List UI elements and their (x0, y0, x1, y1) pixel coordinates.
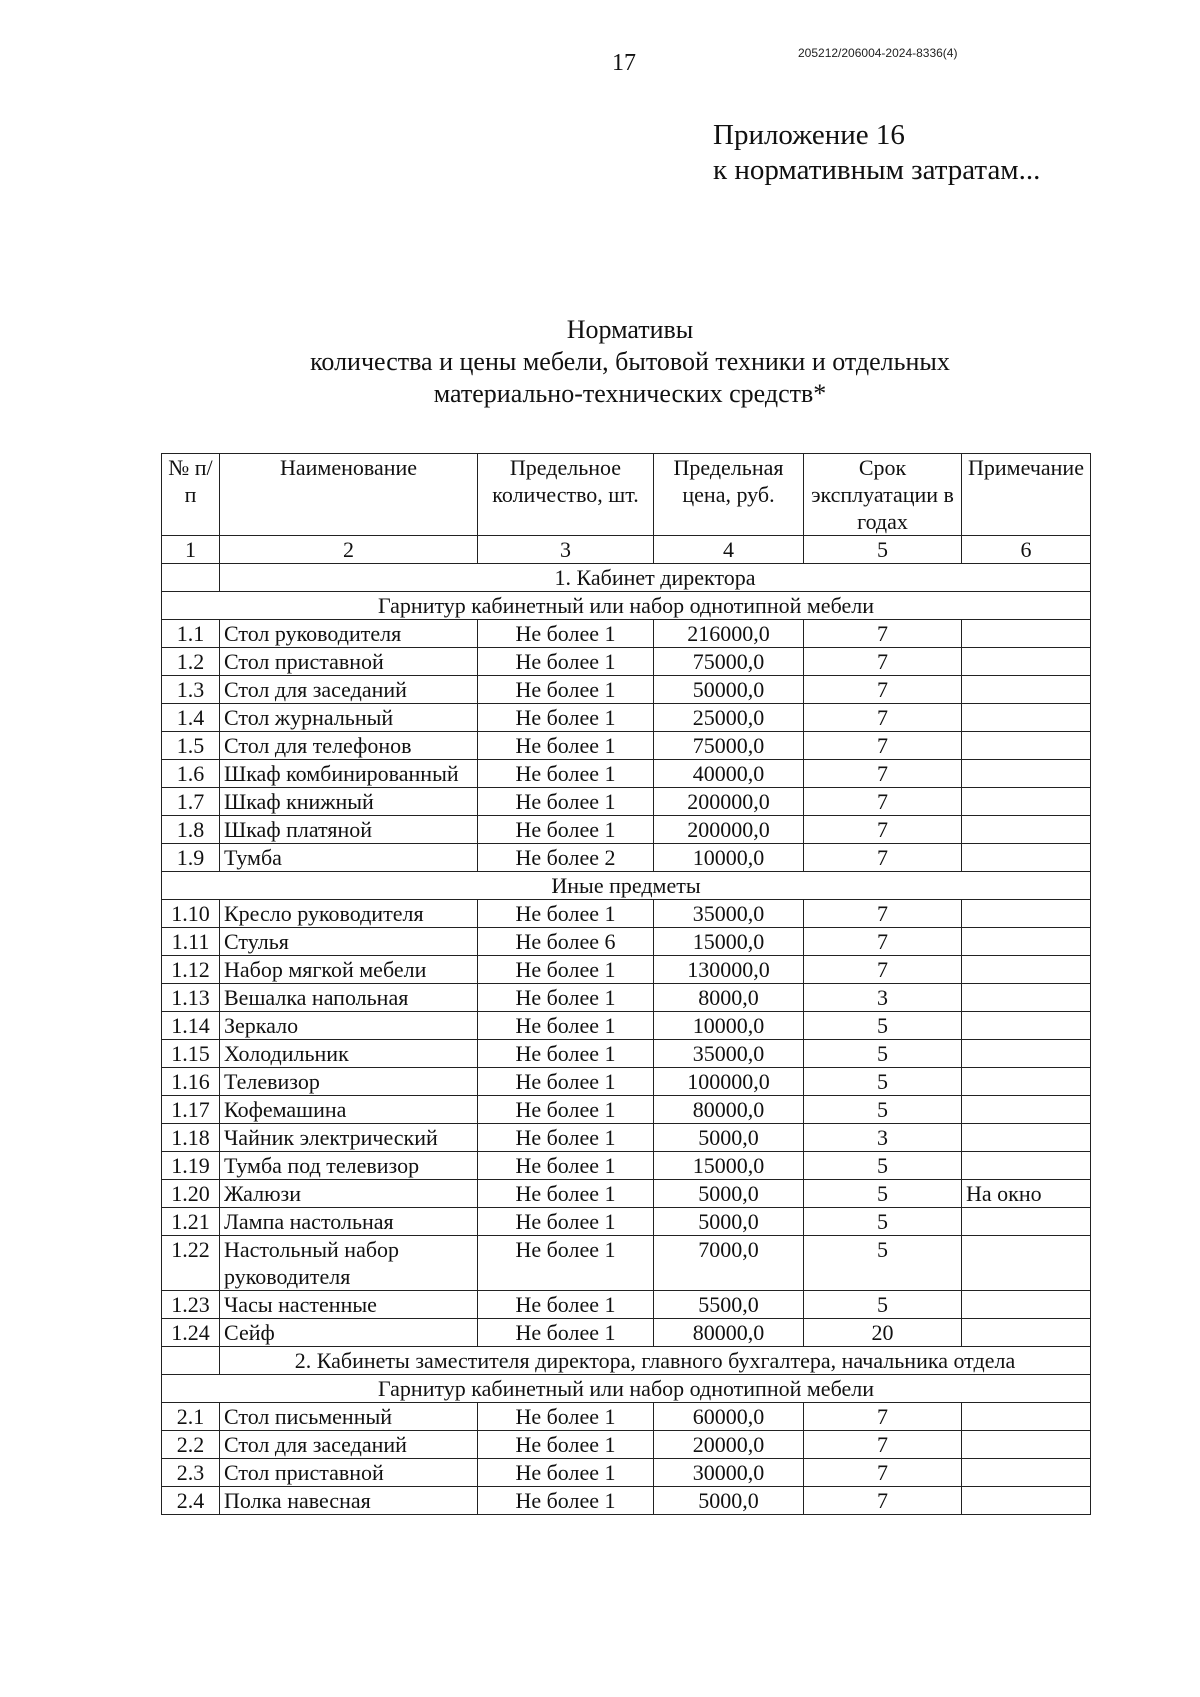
item-name: Стол для телефонов (220, 732, 478, 760)
header-quantity: Предельное количество, шт. (478, 454, 654, 536)
item-price: 100000,0 (654, 1068, 804, 1096)
table-row (162, 760, 1091, 788)
item-note (962, 956, 1091, 984)
item-number: 1.10 (162, 900, 220, 928)
item-price: 80000,0 (654, 1096, 804, 1124)
item-quantity: Не более 1 (478, 648, 654, 676)
item-quantity: Не более 1 (478, 1180, 654, 1208)
item-name: Стол для заседаний (220, 676, 478, 704)
item-price: 5000,0 (654, 1487, 804, 1515)
title-line-1: Нормативы (566, 315, 694, 344)
item-name: Стол приставной (220, 648, 478, 676)
item-number: 1.24 (162, 1319, 220, 1347)
item-service-life: 5 (804, 1012, 962, 1040)
item-note (962, 1459, 1091, 1487)
item-service-life: 7 (804, 956, 962, 984)
item-number: 2.4 (162, 1487, 220, 1515)
item-note (962, 1431, 1091, 1459)
item-number: 1.7 (162, 788, 220, 816)
item-quantity: Не более 1 (478, 620, 654, 648)
item-name: Шкаф платяной (220, 816, 478, 844)
norms-table (161, 453, 1091, 1515)
item-note (962, 928, 1091, 956)
item-name: Сейф (220, 1319, 478, 1347)
item-note (962, 1291, 1091, 1319)
table-row (162, 648, 1091, 676)
item-price: 200000,0 (654, 816, 804, 844)
item-number: 1.13 (162, 984, 220, 1012)
section-row (162, 1347, 1091, 1375)
item-number: 1.11 (162, 928, 220, 956)
item-price: 5000,0 (654, 1124, 804, 1152)
item-note (962, 760, 1091, 788)
item-service-life: 5 (804, 1180, 962, 1208)
item-service-life: 7 (804, 676, 962, 704)
appendix-line-2: к нормативным затратам... (713, 154, 1041, 186)
item-price: 80000,0 (654, 1319, 804, 1347)
item-number: 1.5 (162, 732, 220, 760)
item-name: Шкаф книжный (220, 788, 478, 816)
item-number: 1.17 (162, 1096, 220, 1124)
item-quantity: Не более 1 (478, 1403, 654, 1431)
item-note (962, 1403, 1091, 1431)
item-name: Чайник электрический (220, 1124, 478, 1152)
item-service-life: 20 (804, 1319, 962, 1347)
item-price: 35000,0 (654, 900, 804, 928)
section-subtitle: Гарнитур кабинетный или набор однотипной мебели (162, 592, 1091, 620)
item-quantity: Не более 2 (478, 844, 654, 872)
item-name: Вешалка напольная (220, 984, 478, 1012)
item-number: 1.21 (162, 1208, 220, 1236)
title-line-3: материально-технических средств* (433, 379, 827, 408)
item-number: 1.9 (162, 844, 220, 872)
column-number: 1 (162, 536, 220, 564)
item-price: 40000,0 (654, 760, 804, 788)
item-note (962, 900, 1091, 928)
item-service-life: 5 (804, 1291, 962, 1319)
item-note (962, 648, 1091, 676)
item-price: 35000,0 (654, 1040, 804, 1068)
item-note (962, 1236, 1091, 1291)
item-note (962, 984, 1091, 1012)
table-row (162, 844, 1091, 872)
item-note (962, 844, 1091, 872)
section-title: 2. Кабинеты заместителя директора, главного бухгалтера, начальника отдела (220, 1347, 1091, 1375)
column-number: 4 (654, 536, 804, 564)
item-service-life: 7 (804, 1459, 962, 1487)
item-name: Тумба под телевизор (220, 1152, 478, 1180)
item-name: Стулья (220, 928, 478, 956)
section-title: 1. Кабинет директора (220, 564, 1091, 592)
item-quantity: Не более 1 (478, 1096, 654, 1124)
section-blank-cell (162, 564, 220, 592)
item-quantity: Не более 1 (478, 704, 654, 732)
item-quantity: Не более 1 (478, 1208, 654, 1236)
item-note (962, 732, 1091, 760)
item-service-life: 7 (804, 648, 962, 676)
document-title (150, 314, 1110, 410)
item-quantity: Не более 1 (478, 1487, 654, 1515)
item-note (962, 1319, 1091, 1347)
item-price: 7000,0 (654, 1236, 804, 1291)
item-price: 75000,0 (654, 648, 804, 676)
table-row (162, 1180, 1091, 1208)
item-name: Набор мягкой мебели (220, 956, 478, 984)
item-quantity: Не более 1 (478, 1319, 654, 1347)
item-service-life: 5 (804, 1040, 962, 1068)
table-row (162, 1459, 1091, 1487)
item-note (962, 676, 1091, 704)
item-name: Стол для заседаний (220, 1431, 478, 1459)
item-note (962, 816, 1091, 844)
item-quantity: Не более 1 (478, 956, 654, 984)
item-service-life: 7 (804, 1487, 962, 1515)
item-service-life: 7 (804, 816, 962, 844)
item-number: 1.14 (162, 1012, 220, 1040)
item-price: 10000,0 (654, 844, 804, 872)
item-number: 1.15 (162, 1040, 220, 1068)
item-number: 1.6 (162, 760, 220, 788)
item-service-life: 7 (804, 900, 962, 928)
table-row (162, 984, 1091, 1012)
item-price: 75000,0 (654, 732, 804, 760)
item-quantity: Не более 1 (478, 1459, 654, 1487)
column-number: 5 (804, 536, 962, 564)
item-note (962, 1096, 1091, 1124)
item-quantity: Не более 1 (478, 1236, 654, 1291)
item-price: 8000,0 (654, 984, 804, 1012)
header-number: № п/п (162, 454, 220, 536)
table-row (162, 788, 1091, 816)
section-row (162, 564, 1091, 592)
item-service-life: 3 (804, 984, 962, 1012)
item-name: Холодильник (220, 1040, 478, 1068)
item-price: 60000,0 (654, 1403, 804, 1431)
item-number: 1.22 (162, 1236, 220, 1291)
item-quantity: Не более 1 (478, 1152, 654, 1180)
table-row (162, 1487, 1091, 1515)
table-row (162, 1124, 1091, 1152)
item-price: 5500,0 (654, 1291, 804, 1319)
section-subtitle: Иные предметы (162, 872, 1091, 900)
item-price: 50000,0 (654, 676, 804, 704)
column-number: 2 (220, 536, 478, 564)
item-service-life: 5 (804, 1068, 962, 1096)
item-note (962, 1012, 1091, 1040)
column-number-row (162, 536, 1091, 564)
item-quantity: Не более 1 (478, 760, 654, 788)
item-note (962, 620, 1091, 648)
table-row (162, 928, 1091, 956)
item-number: 1.20 (162, 1180, 220, 1208)
item-number: 1.3 (162, 676, 220, 704)
item-service-life: 7 (804, 1431, 962, 1459)
table-body (162, 564, 1091, 1515)
item-service-life: 7 (804, 928, 962, 956)
section-blank-cell (162, 1347, 220, 1375)
document-id: 205212/206004-2024-8336(4) (798, 46, 958, 60)
table-header-row (162, 454, 1091, 536)
section-row (162, 592, 1091, 620)
section-subtitle: Гарнитур кабинетный или набор однотипной мебели (162, 1375, 1091, 1403)
header-name: Наименование (220, 454, 478, 536)
item-name: Лампа настольная (220, 1208, 478, 1236)
item-price: 15000,0 (654, 928, 804, 956)
table-row (162, 900, 1091, 928)
item-number: 1.12 (162, 956, 220, 984)
table-row (162, 676, 1091, 704)
item-quantity: Не более 1 (478, 1012, 654, 1040)
item-service-life: 7 (804, 844, 962, 872)
item-price: 15000,0 (654, 1152, 804, 1180)
table-row (162, 1431, 1091, 1459)
table-row (162, 1236, 1091, 1291)
item-number: 1.8 (162, 816, 220, 844)
item-quantity: Не более 1 (478, 1040, 654, 1068)
item-service-life: 5 (804, 1236, 962, 1291)
table-row (162, 956, 1091, 984)
header-note: Примечание (962, 454, 1091, 536)
item-service-life: 7 (804, 620, 962, 648)
item-note (962, 1068, 1091, 1096)
item-number: 1.2 (162, 648, 220, 676)
item-price: 130000,0 (654, 956, 804, 984)
page-number: 17 (612, 50, 636, 76)
item-name: Зеркало (220, 1012, 478, 1040)
item-note (962, 1487, 1091, 1515)
column-number: 6 (962, 536, 1091, 564)
table-row (162, 1291, 1091, 1319)
item-name: Настольный набор руководителя (220, 1236, 478, 1291)
item-name: Стол письменный (220, 1403, 478, 1431)
table-row (162, 620, 1091, 648)
item-service-life: 5 (804, 1096, 962, 1124)
item-service-life: 3 (804, 1124, 962, 1152)
item-number: 2.1 (162, 1403, 220, 1431)
item-number: 1.23 (162, 1291, 220, 1319)
item-quantity: Не более 1 (478, 788, 654, 816)
item-price: 200000,0 (654, 788, 804, 816)
item-price: 5000,0 (654, 1180, 804, 1208)
table-row (162, 1208, 1091, 1236)
item-name: Телевизор (220, 1068, 478, 1096)
item-quantity: Не более 1 (478, 1124, 654, 1152)
item-quantity: Не более 1 (478, 1431, 654, 1459)
item-name: Часы настенные (220, 1291, 478, 1319)
item-service-life: 5 (804, 1208, 962, 1236)
item-quantity: Не более 1 (478, 1068, 654, 1096)
item-number: 1.19 (162, 1152, 220, 1180)
item-note (962, 1124, 1091, 1152)
item-price: 216000,0 (654, 620, 804, 648)
item-quantity: Не более 1 (478, 900, 654, 928)
appendix-reference (713, 118, 1040, 188)
table-row (162, 704, 1091, 732)
item-quantity: Не более 1 (478, 984, 654, 1012)
item-note: На окно (962, 1180, 1091, 1208)
item-note (962, 1152, 1091, 1180)
table-row (162, 1012, 1091, 1040)
item-service-life: 7 (804, 704, 962, 732)
item-note (962, 1040, 1091, 1068)
item-quantity: Не более 1 (478, 1291, 654, 1319)
item-name: Кофемашина (220, 1096, 478, 1124)
item-price: 20000,0 (654, 1431, 804, 1459)
table-row (162, 1068, 1091, 1096)
item-name: Кресло руководителя (220, 900, 478, 928)
title-line-2: количества и цены мебели, бытовой техники и отдельных (310, 347, 950, 376)
item-note (962, 1208, 1091, 1236)
item-note (962, 704, 1091, 732)
column-number: 3 (478, 536, 654, 564)
item-name: Полка навесная (220, 1487, 478, 1515)
item-service-life: 7 (804, 1403, 962, 1431)
item-name: Жалюзи (220, 1180, 478, 1208)
table-row (162, 816, 1091, 844)
item-price: 10000,0 (654, 1012, 804, 1040)
table-row (162, 1319, 1091, 1347)
header-service-life: Срок эксплуатации в годах (804, 454, 962, 536)
table-row (162, 1403, 1091, 1431)
section-row (162, 1375, 1091, 1403)
item-number: 2.2 (162, 1431, 220, 1459)
item-service-life: 7 (804, 788, 962, 816)
item-quantity: Не более 1 (478, 732, 654, 760)
item-price: 30000,0 (654, 1459, 804, 1487)
table-row (162, 732, 1091, 760)
item-number: 1.18 (162, 1124, 220, 1152)
item-price: 5000,0 (654, 1208, 804, 1236)
item-service-life: 7 (804, 732, 962, 760)
table-row (162, 1096, 1091, 1124)
item-name: Стол руководителя (220, 620, 478, 648)
item-number: 1.4 (162, 704, 220, 732)
item-name: Стол приставной (220, 1459, 478, 1487)
item-service-life: 5 (804, 1152, 962, 1180)
table-row (162, 1040, 1091, 1068)
item-service-life: 7 (804, 760, 962, 788)
item-number: 2.3 (162, 1459, 220, 1487)
item-price: 25000,0 (654, 704, 804, 732)
item-number: 1.16 (162, 1068, 220, 1096)
item-number: 1.1 (162, 620, 220, 648)
table-row (162, 1152, 1091, 1180)
section-row (162, 872, 1091, 900)
item-note (962, 788, 1091, 816)
item-name: Шкаф комбинированный (220, 760, 478, 788)
header-price: Предельная цена, руб. (654, 454, 804, 536)
item-quantity: Не более 1 (478, 676, 654, 704)
appendix-line-1: Приложение 16 (713, 119, 905, 151)
item-name: Стол журнальный (220, 704, 478, 732)
item-quantity: Не более 1 (478, 816, 654, 844)
item-quantity: Не более 6 (478, 928, 654, 956)
item-name: Тумба (220, 844, 478, 872)
